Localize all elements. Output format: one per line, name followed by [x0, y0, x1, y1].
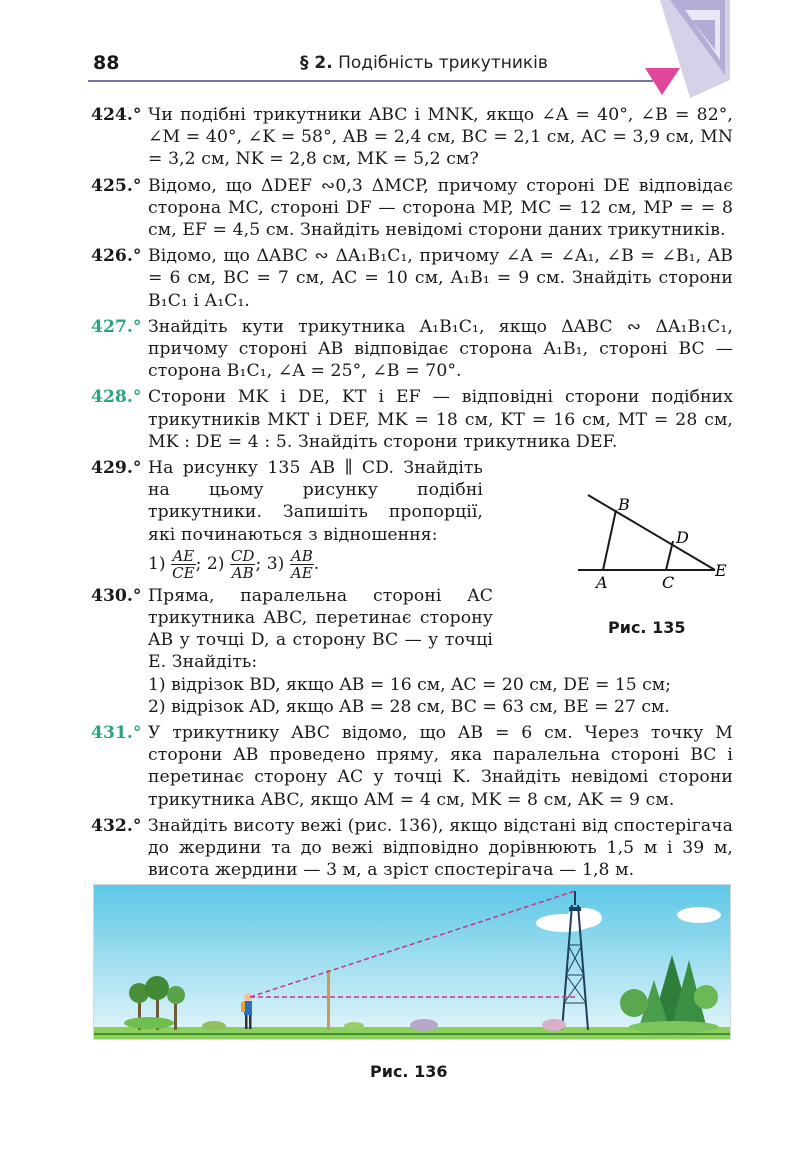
page-header: [0, 0, 800, 100]
section-mark: § 2.: [300, 53, 333, 73]
segment-ab: [603, 510, 616, 570]
task-text: Знайдіть висоту вежі (рис. 136), якщо відстані від спостерігача до жердини та до вежі відповідно дорівнюють 1,5 м і 39 м, висота жердини — 3 м, а зріст спостерігача — 1,8 м.: [148, 815, 733, 881]
section-name: Подібність трикутників: [338, 53, 548, 73]
cloud: [677, 907, 721, 923]
task-number: 428.°: [91, 387, 142, 408]
numerator: CD: [230, 546, 255, 565]
pole: [327, 970, 330, 1030]
task-number: 426.°: [91, 246, 142, 267]
figure-135-caption: Рис. 135: [608, 618, 686, 637]
task-426: [88, 245, 733, 312]
option-label: 2): [206, 553, 225, 574]
task-number: 429.°: [91, 458, 142, 479]
task-431: [88, 722, 733, 811]
task-text: Відомо, що ΔABC ∾ ΔA₁B₁C₁, причому ∠A = ∠A₁, ∠B = ∠B₁, AB = 6 см, BC = 7 см, AC = 10 см, A₁B₁ = 9 см. Знайдіть сторони B₁C₁ і A₁C₁.: [148, 246, 733, 311]
section-title: [300, 53, 548, 73]
task-text: У трикутнику ABC відомо, що AB = 6 см. Через точку M сторони AB проведено пряму, яка паралельна стороні BC і перетинає сторону AC у точці K. Знайдіть невідомі сторони трикутника ABC, якщо AM = 4 см, MK = 8 см, AK = 9 см.: [148, 723, 733, 810]
task-number: 431.°: [91, 723, 142, 744]
task-432: [88, 815, 733, 882]
task-text: Чи подібні трикутники ABC і MNK, якщо ∠A = 40°, ∠B = 82°, ∠M = 40°, ∠K = 58°, AB = 2,4 см, BC = 2,1 см, AC = 3,9 см, MN = 3,2 см, NK = 2,8 см, MK = 5,2 см?: [148, 105, 733, 170]
task-number: 425.°: [91, 175, 142, 196]
figure-136: [93, 884, 731, 1040]
denominator: AB: [231, 563, 254, 582]
fraction: [290, 548, 314, 581]
task-424: [88, 104, 733, 171]
task-text: Пряма, паралельна стороні AC трикутника ABC, перетинає сторону AB у точці D, а сторону BC — у точці E. Знайдіть:: [148, 585, 493, 673]
task-text: На рисунку 135 AB ∥ CD. Знайдіть на цьому рисунку подібні трикутники. Запишіть пропорції, які починаються з відношення:: [148, 458, 483, 545]
separator: .: [313, 553, 320, 574]
label-a: A: [596, 573, 608, 592]
task-number: 424.°: [91, 105, 142, 125]
task-number: 430.°: [91, 585, 142, 606]
fraction: [230, 548, 256, 581]
fraction: [171, 548, 195, 581]
option-label: 1): [148, 553, 166, 574]
task-text: Знайдіть кути трикутника A₁B₁C₁, якщо ΔABC ∾ ΔA₁B₁C₁, причому стороні AB відповідає сторона A₁B₁, стороні BC — сторона B₁C₁, ∠A = 25°, ∠B = 70°.: [148, 316, 733, 382]
task-425: [88, 175, 733, 242]
figure-135: [570, 490, 735, 600]
figure-136-caption: Рис. 136: [370, 1062, 448, 1081]
separator: ;: [195, 553, 202, 574]
label-c: C: [662, 573, 675, 592]
numerator: AB: [290, 546, 313, 565]
task-427: [88, 316, 733, 383]
label-b: B: [618, 495, 630, 514]
separator: ;: [255, 553, 262, 574]
option-label: 3): [266, 553, 285, 574]
task-428: [88, 386, 733, 453]
label-e: E: [715, 561, 727, 580]
task-430: [88, 585, 733, 718]
denominator: AE: [290, 563, 313, 582]
line-be: [588, 495, 715, 570]
header-rule: [88, 80, 653, 82]
task-text: Сторони MK і DE, KT і EF — відповідні сторони подібних трикутників MKT і DEF, MK = 18 см, KT = 16 см, MT = 28 см, MK : DE = 4 : 5. Знайдіть сторони трикутника DEF.: [148, 387, 733, 452]
page-number: 88: [93, 52, 120, 74]
task-number: 427.°: [91, 316, 142, 337]
segment-cd: [666, 541, 673, 570]
label-d: D: [676, 528, 689, 547]
task-item: 1) відрізок BD, якщо AB = 16 см, AC = 20 см, DE = 15 см;: [148, 674, 671, 695]
denominator: CE: [172, 563, 195, 582]
task-number: 432.°: [91, 815, 142, 836]
triangle-logo-icon: [630, 0, 740, 98]
task-text: Відомо, що ΔDEF ∾0,3 ΔMCP, причому стороні DE відповідає сторона MC, стороні DF — сторона MP, MC = 12 см, MP = = 8 см, EF = 4,5 см. Знайдіть невідомі сторони даних трикутників.: [148, 175, 733, 241]
numerator: AE: [172, 546, 195, 565]
task-item: 2) відрізок AD, якщо AB = 28 см, BC = 63 см, BE = 27 см.: [148, 696, 670, 717]
